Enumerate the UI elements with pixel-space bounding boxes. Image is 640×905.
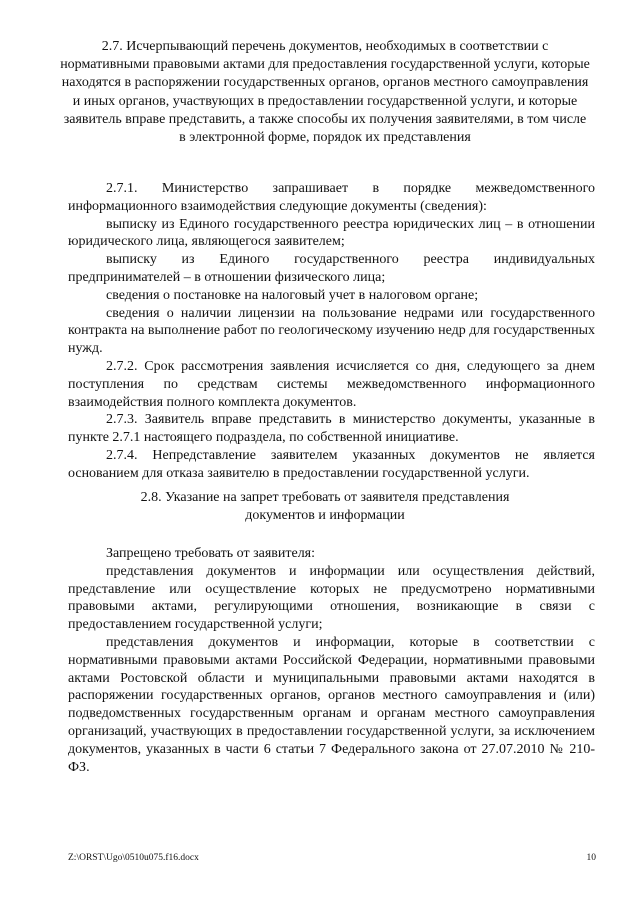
section-2-8-body bbox=[68, 545, 595, 776]
section-2-7-body bbox=[68, 180, 595, 483]
list-item-license-info: сведения о наличии лицензии на пользование недрами или государственного контракта на выполнение работ по геологическому изучению недр для государственных нужд. bbox=[68, 305, 596, 357]
list-item-legal-entity-extract: выписку из Единого государственного реестра юридических лиц – в отношении юридического лица, являющегося заявителем; bbox=[68, 216, 595, 250]
paragraph-prohibition-intro: Запрещено требовать от заявителя: bbox=[106, 546, 316, 561]
list-item-tax-registration: сведения о постановке на налоговый учет в налоговом органе; bbox=[106, 287, 479, 303]
section-2-8-heading: 2.8. Указание на запрет требовать от заявителя представления документов и информации bbox=[140, 490, 510, 524]
paragraph-2-7-3: 2.7.3. Заявитель вправе представить в министерство документы, указанные в пункте 2.7.1 настоящего подраздела, по собственной инициативе. bbox=[68, 412, 595, 446]
paragraph-2-7-1: 2.7.1. Министерство запрашивает в порядке межведомственного информационного взаимодействия следующие документы (сведения): bbox=[68, 181, 595, 214]
list-item-entrepreneur-extract: выписку из Единого государственного реестра индивидуальных предпринимателей – в отношении физического лица; bbox=[68, 252, 595, 285]
list-item-prohibition-actions: представления документов и информации или осуществления действий, представление или осуществление которых не предусмотрено нормативными правовыми актами, регулирующими отношения, возникающие в связи с предоставлением государственной услуги; bbox=[68, 563, 595, 633]
footer-file-path: Z:\ORST\Ugo\0510u075.f16.docx bbox=[68, 853, 199, 863]
paragraph-2-7-2: 2.7.2. Срок рассмотрения заявления исчисляется со дня, следующего за днем поступления по средствам системы межведомственного информационного взаимодействия полного комплекта документов. bbox=[68, 358, 595, 410]
section-2-7-heading: 2.7. Исчерпывающий перечень документов, необходимых в соответствии с нормативными правовыми актами для предоставления государственной услуги, которые находятся в распоряжении государственных органов, органов местного самоуправления и иных органов, участвующих в предоставлении государственной услуги, и которые заявитель вправе представить, а также способы их получения заявителями, в том числе в электронной форме, порядок их представления bbox=[60, 39, 590, 146]
footer-page-number: 10 bbox=[586, 853, 596, 863]
paragraph-2-7-4: 2.7.4. Непредставление заявителем указанных документов не является основанием для отказа заявителю в предоставлении государственной услуги. bbox=[68, 447, 595, 481]
list-item-prohibition-documents: представления документов и информации, которые в соответствии с нормативными правовыми актами Российской Федерации, нормативными правовыми актами Ростовской области и муниципальными правовыми актами находятся в распоряжении государственных органов, органов местного самоуправления и (или) подведомственных государственным органам и органам местного самоуправления организаций, участвующих в предоставлении государственной услуги, за исключением документов, указанных в части 6 статьи 7 Федерального закона от 27.07.2010 № 210-ФЗ. bbox=[68, 634, 595, 775]
